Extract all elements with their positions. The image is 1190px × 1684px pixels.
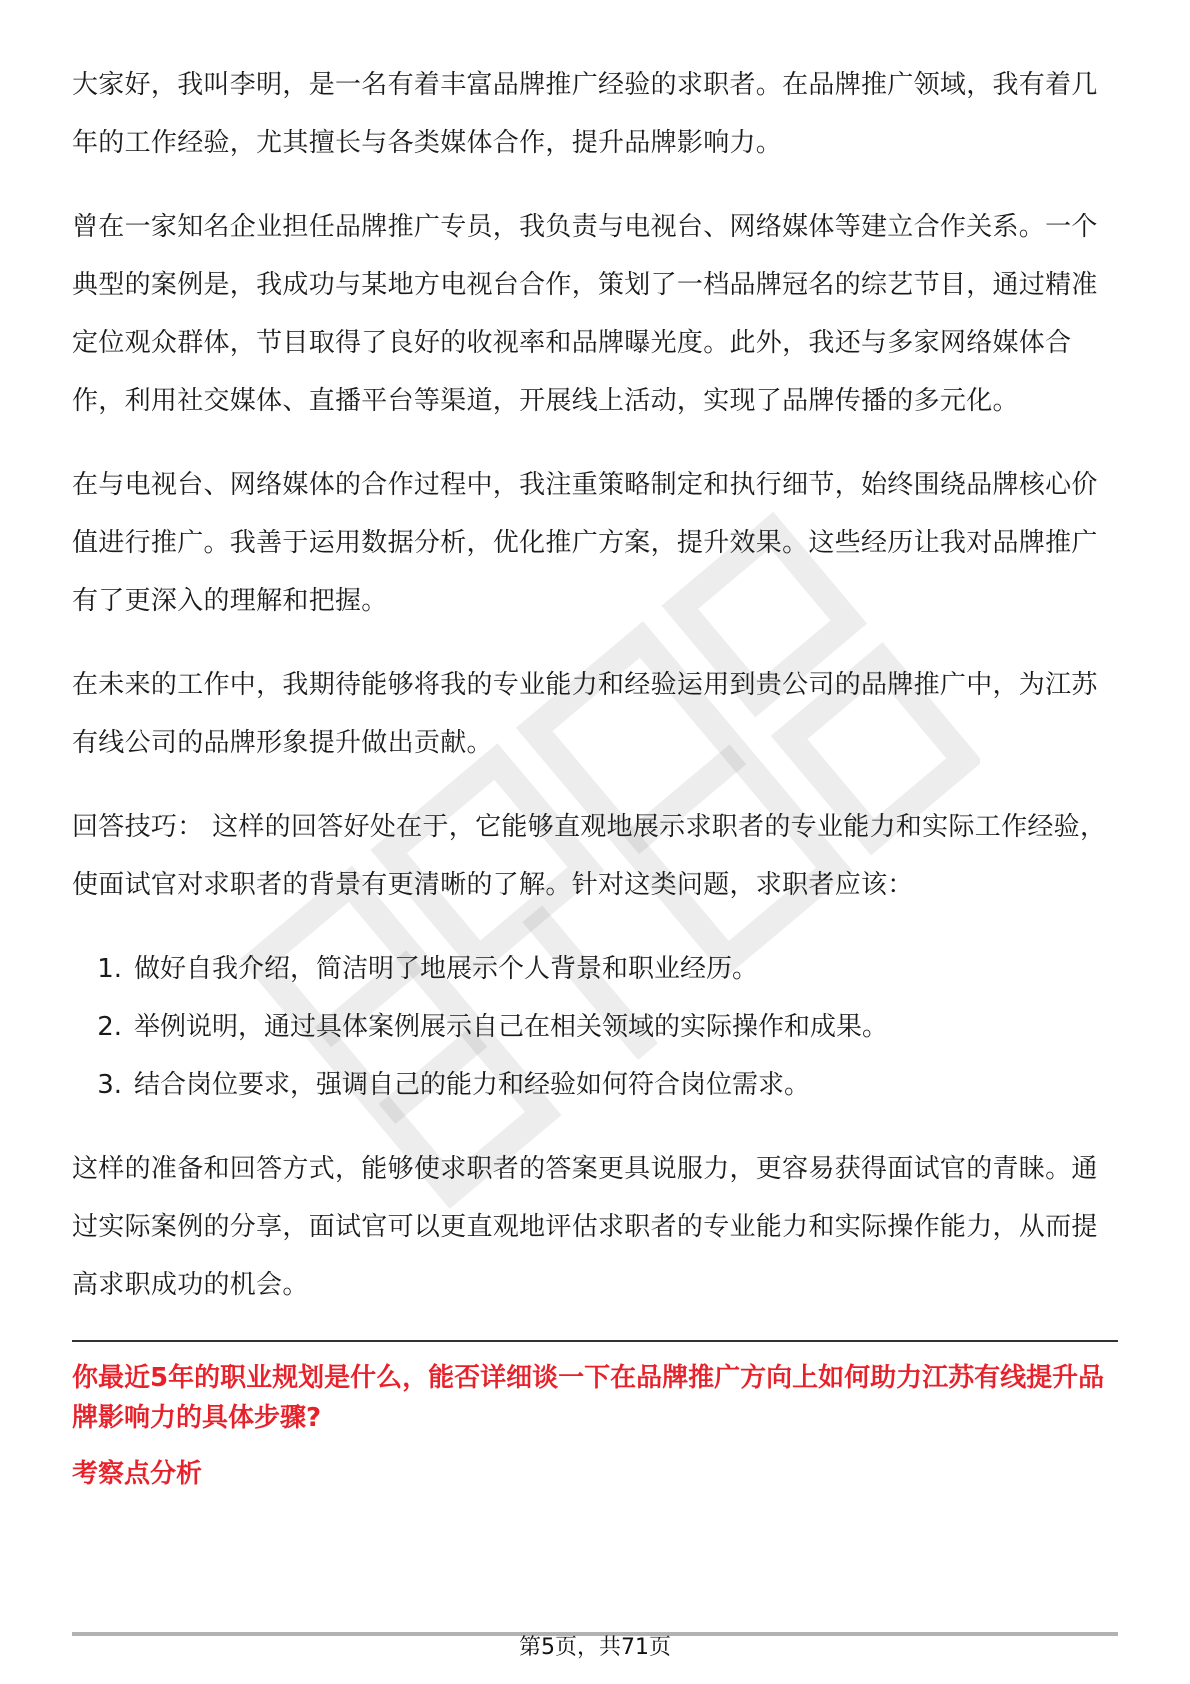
- list-text: 结合岗位要求，强调自己的能力和经验如何符合岗位需求。: [134, 1070, 811, 1100]
- list-text: 举例说明，通过具体案例展示自己在相关领域的实际操作和成果。: [134, 1012, 889, 1042]
- paragraph-answer-tips: 回答技巧： 这样的回答好处在于，它能够直观地展示求职者的专业能力和实际工作经验，使面试官对求职者的背景有更清晰的了解。针对这类问题，求职者应该：: [72, 812, 1107, 900]
- document-body: [72, 56, 1118, 1494]
- list-number: 3.: [97, 1070, 122, 1100]
- list-number: 1.: [97, 954, 122, 984]
- list-item: [72, 1056, 1118, 1114]
- list-item: [72, 998, 1118, 1056]
- list-number: 2.: [97, 1012, 122, 1042]
- paragraph-cooperation: 在与电视台、网络媒体的合作过程中，我注重策略制定和执行细节，始终围绕品牌核心价值进行推广。我善于运用数据分析，优化推广方案，提升效果。这些经历让我对品牌推广有了更深入的理解和把握。: [72, 470, 1098, 616]
- section-title: 考察点分析: [72, 1459, 203, 1489]
- section-divider: [72, 1340, 1118, 1342]
- paragraph-intro: 大家好，我叫李明，是一名有着丰富品牌推广经验的求职者。在品牌推广领域，我有着几年的工作经验，尤其擅长与各类媒体合作，提升品牌影响力。: [72, 70, 1098, 158]
- tips-list: [72, 940, 1118, 1114]
- question-heading: 你最近5年的职业规划是什么，能否详细谈一下在品牌推广方向上如何助力江苏有线提升品牌影响力的具体步骤?: [72, 1363, 1105, 1433]
- paragraph-future: 在未来的工作中，我期待能够将我的专业能力和经验运用到贵公司的品牌推广中，为江苏有线公司的品牌形象提升做出贡献。: [72, 670, 1098, 758]
- paragraph-closing: 这样的准备和回答方式，能够使求职者的答案更具说服力，更容易获得面试官的青睐。通过实际案例的分享，面试官可以更直观地评估求职者的专业能力和实际操作能力，从而提高求职成功的机会。: [72, 1154, 1098, 1300]
- paragraph-experience: 曾在一家知名企业担任品牌推广专员，我负责与电视台、网络媒体等建立合作关系。一个典型的案例是，我成功与某地方电视台合作，策划了一档品牌冠名的综艺节目，通过精准定位观众群体，节目取得了良好的收视率和品牌曝光度。此外，我还与多家网络媒体合作，利用社交媒体、直播平台等渠道，开展线上活动，实现了品牌传播的多元化。: [72, 212, 1098, 416]
- list-item: [72, 940, 1118, 998]
- list-text: 做好自我介绍，简洁明了地展示个人背景和职业经历。: [134, 954, 759, 984]
- page-number: 第5页，共71页: [519, 1635, 671, 1660]
